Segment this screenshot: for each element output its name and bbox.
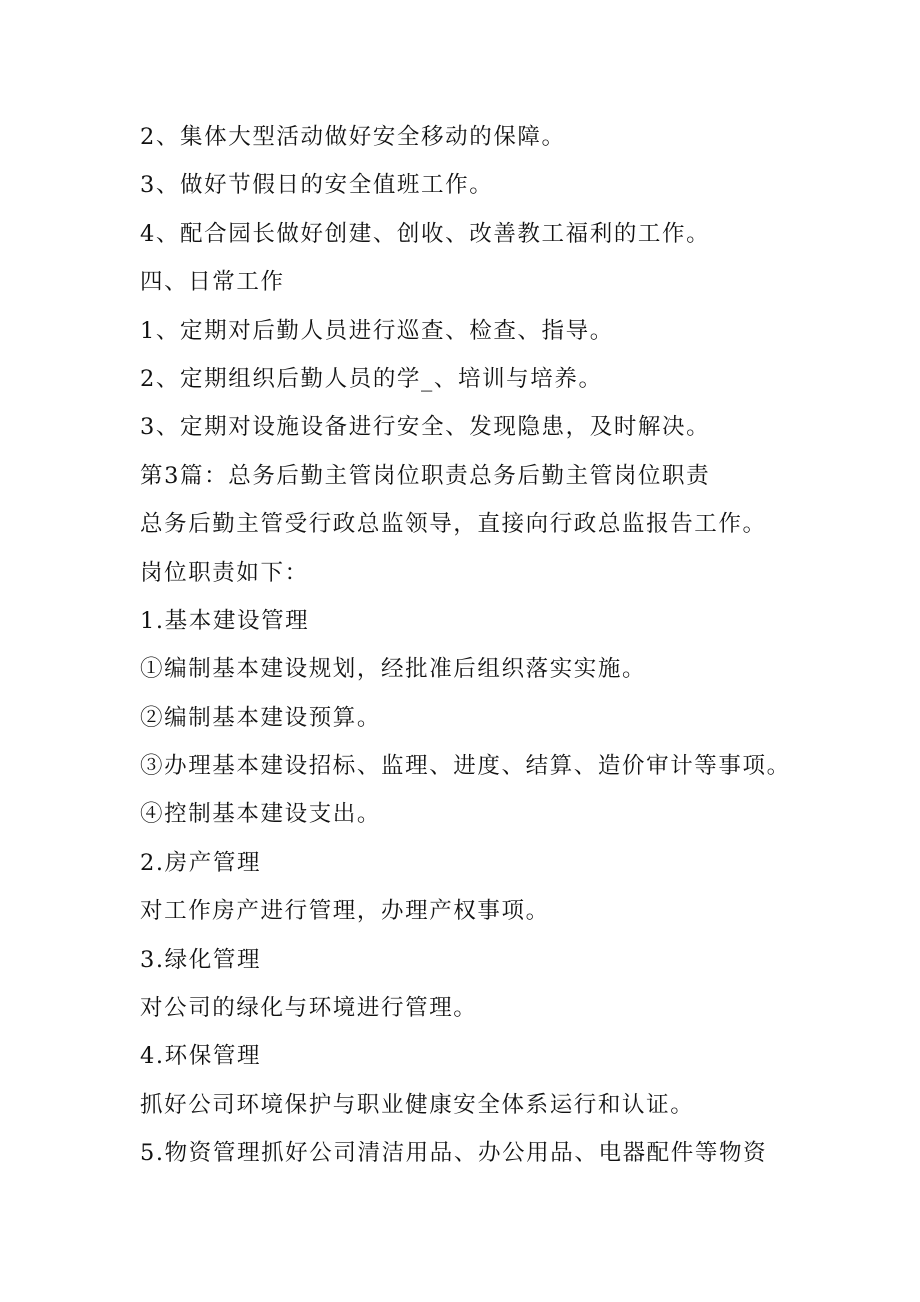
text-line: ③办理基本建设招标、监理、进度、结算、造价审计等事项。 xyxy=(140,753,791,780)
text-line: 2、集体大型活动做好安全移动的保障。 xyxy=(140,124,566,150)
text-line: 1、定期对后勤人员进行巡查、检查、指导。 xyxy=(140,317,614,344)
text-line: ④控制基本建设支出。 xyxy=(140,801,382,828)
subsection-heading: 2.房产管理 xyxy=(140,849,262,876)
text-line: 4、配合园长做好创建、创收、改善教工福利的工作。 xyxy=(140,220,711,247)
text-line: 岗位职责如下： xyxy=(140,559,309,586)
text-line: 对公司的绿化与环境进行管理。 xyxy=(140,995,478,1022)
text-line: 3、做好节假日的安全值班工作。 xyxy=(140,172,494,199)
text-line: 2、定期组织后勤人员的学_、培训与培养。 xyxy=(140,365,603,392)
subsection-heading: 3.绿化管理 xyxy=(140,946,262,973)
subsection-heading: 4.环保管理 xyxy=(140,1043,262,1070)
text-line: 对工作房产进行管理，办理产权事项。 xyxy=(140,898,550,925)
subsection-heading: 1.基本建设管理 xyxy=(140,607,310,634)
document-body xyxy=(140,113,860,1178)
section-heading: 四、日常工作 xyxy=(140,269,285,296)
text-line: ②编制基本建设预算。 xyxy=(140,704,382,731)
text-line: 5.物资管理抓好公司清洁用品、办公用品、电器配件等物资 xyxy=(140,1140,768,1167)
text-line: 3、定期对设施设备进行安全、发现隐患，及时解决。 xyxy=(140,414,711,441)
text-line: ①编制基本建设规划，经批准后组织落实实施。 xyxy=(140,656,647,683)
chapter-heading: 第3篇：总务后勤主管岗位职责总务后勤主管岗位职责 xyxy=(140,462,711,489)
text-line: 抓好公司环境保护与职业健康安全体系运行和认证。 xyxy=(140,1091,695,1118)
text-line: 总务后勤主管受行政总监领导，直接向行政总监报告工作。 xyxy=(140,511,767,538)
